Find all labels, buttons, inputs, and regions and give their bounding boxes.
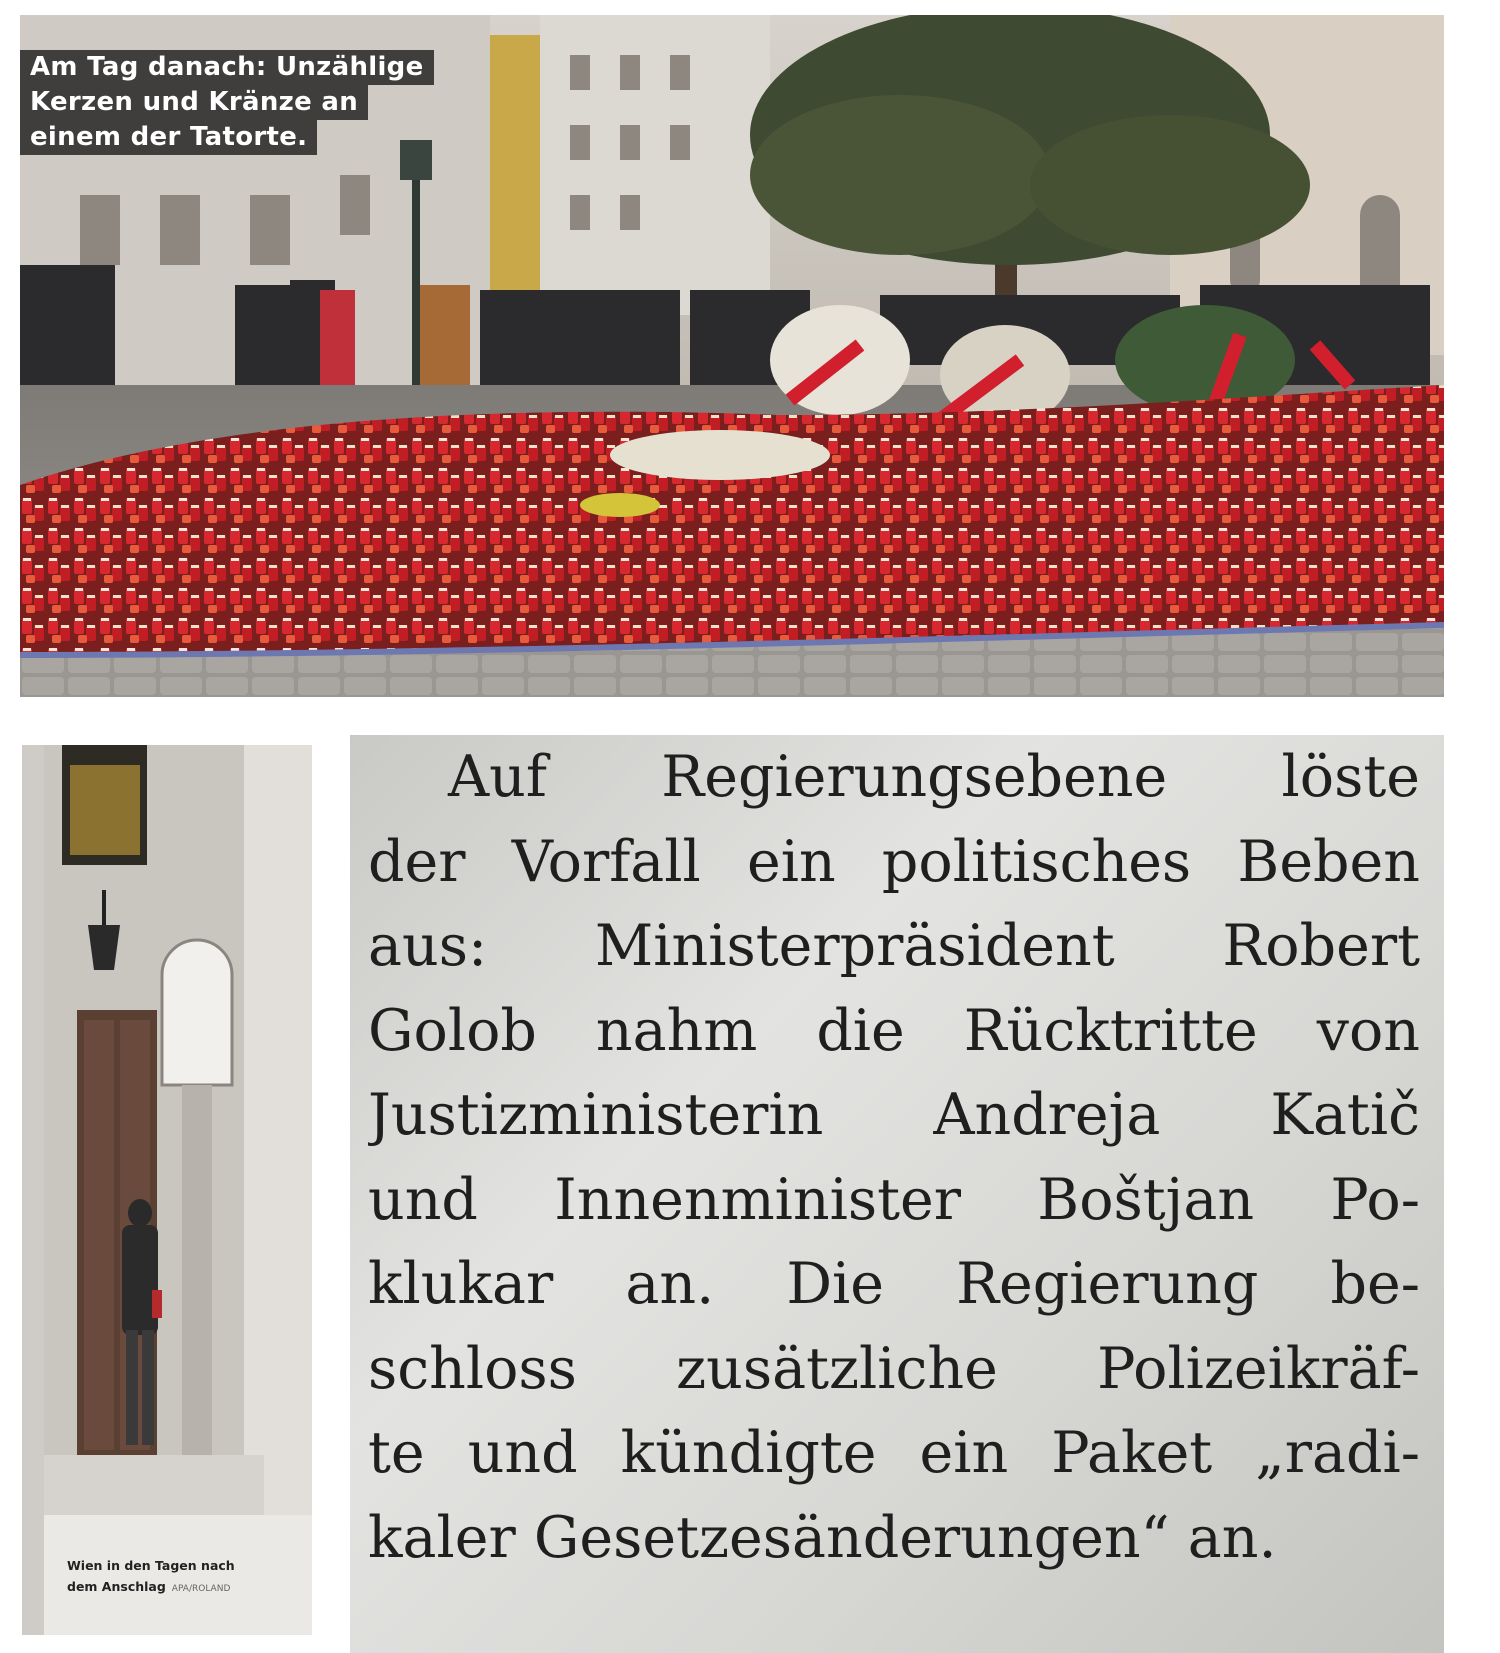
photo-credit: APA/ROLAND (171, 1584, 231, 1594)
photo-caption (20, 50, 434, 155)
article-line: aus: Ministerpräsident Robert (368, 913, 1420, 979)
article-body (368, 735, 1420, 1580)
article-line: kaler Gesetzesänderungen“ an. (368, 1504, 1277, 1571)
vienna-street-photo (22, 745, 312, 1635)
caption-line: dem Anschlag (67, 1579, 166, 1594)
article-line: der Vorfall ein politisches Beben (368, 828, 1420, 895)
article-line: und Innenminister Boštjan Po- (368, 1166, 1420, 1233)
memorial-photo (20, 15, 1444, 697)
caption-line: einem der Tatorte. (20, 120, 317, 155)
article-clipping (350, 735, 1444, 1653)
caption-line: Wien in den Tagen nach (67, 1558, 235, 1573)
article-line: Golob nahm die Rücktritte von (368, 997, 1420, 1064)
guard-doorway-illustration (22, 745, 312, 1635)
article-line: klukar an. Die Regierung be- (368, 1251, 1420, 1317)
caption-line: Kerzen und Kränze an (20, 85, 368, 120)
caption-line: Am Tag danach: Unzählige (20, 50, 434, 85)
article-line: Justizministerin Andreja Katič (368, 1082, 1420, 1148)
article-line: te und kündigte ein Paket „radi- (368, 1420, 1420, 1486)
article-line: schloss zusätzliche Polizeikräf- (368, 1335, 1420, 1402)
photo-caption (67, 1555, 267, 1600)
article-line: Auf Regierungsebene löste (448, 744, 1420, 810)
